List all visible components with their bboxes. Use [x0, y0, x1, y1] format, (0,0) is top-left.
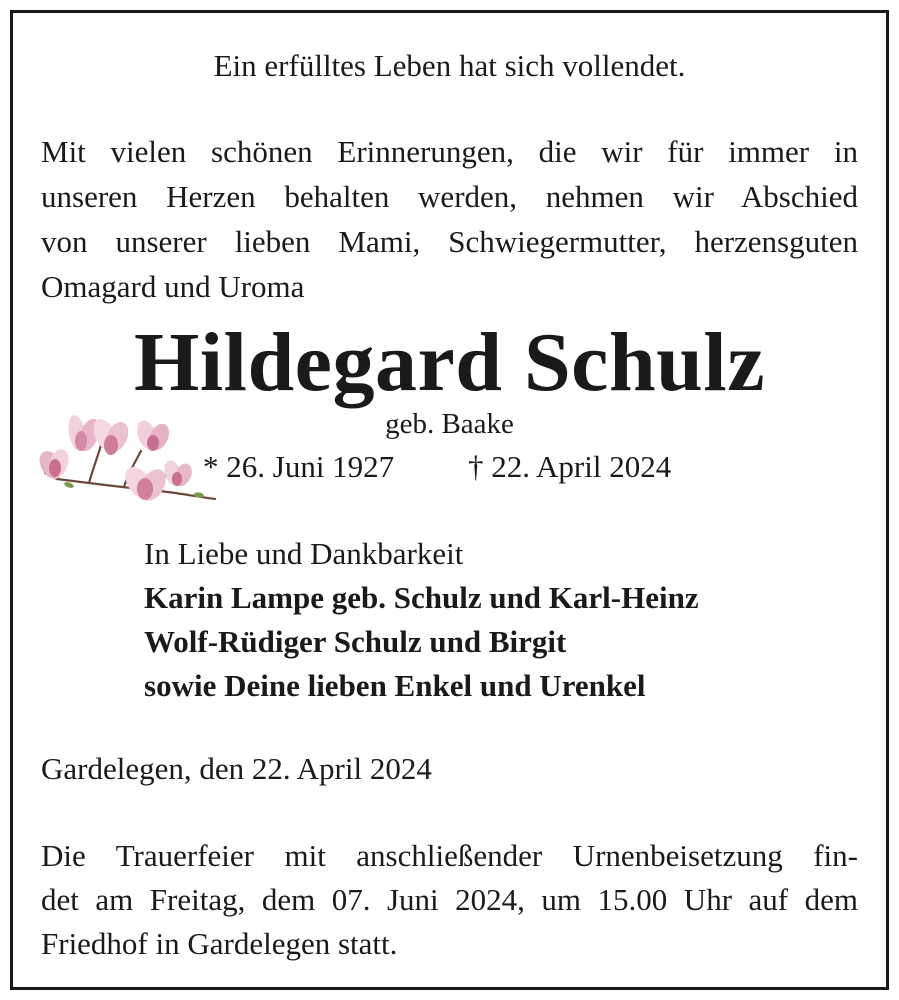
deceased-name: Hildegard Schulz [133, 316, 766, 409]
intro-line-2: unseren Herzen behalten werden, nehmen wir Abschied [41, 179, 858, 214]
service-line-3: Friedhof in Gardelegen statt. [41, 926, 398, 961]
birth-date: * 26. Juni 1927 [203, 449, 395, 484]
intro-line-3: von unserer lieben Mami, Schwiegermutter, herzensguten [41, 224, 858, 259]
maiden-name: geb. Baake [385, 408, 514, 440]
mourner-line-3: sowie Deine lieben Enkel und Urenkel [144, 668, 646, 703]
place-date: Gardelegen, den 22. April 2024 [41, 751, 432, 786]
mourners-intro: In Liebe und Dankbarkeit [144, 536, 464, 571]
mourner-line-1: Karin Lampe geb. Schulz und Karl-Heinz [144, 580, 699, 615]
death-date: † 22. April 2024 [468, 449, 672, 484]
service-line-2: det am Freitag, dem 07. Juni 2024, um 15.00 Uhr auf dem [41, 882, 858, 917]
obituary-notice [10, 10, 889, 990]
intro-line-4: Omagard und Uroma [41, 269, 305, 304]
mourner-line-2: Wolf-Rüdiger Schulz und Birgit [144, 624, 567, 659]
service-line-1: Die Trauerfeier mit anschließender Urnenbeisetzung fin- [41, 838, 858, 873]
opening-line: Ein erfülltes Leben hat sich vollendet. [213, 48, 686, 83]
intro-line-1: Mit vielen schönen Erinnerungen, die wir für immer in [41, 134, 858, 169]
